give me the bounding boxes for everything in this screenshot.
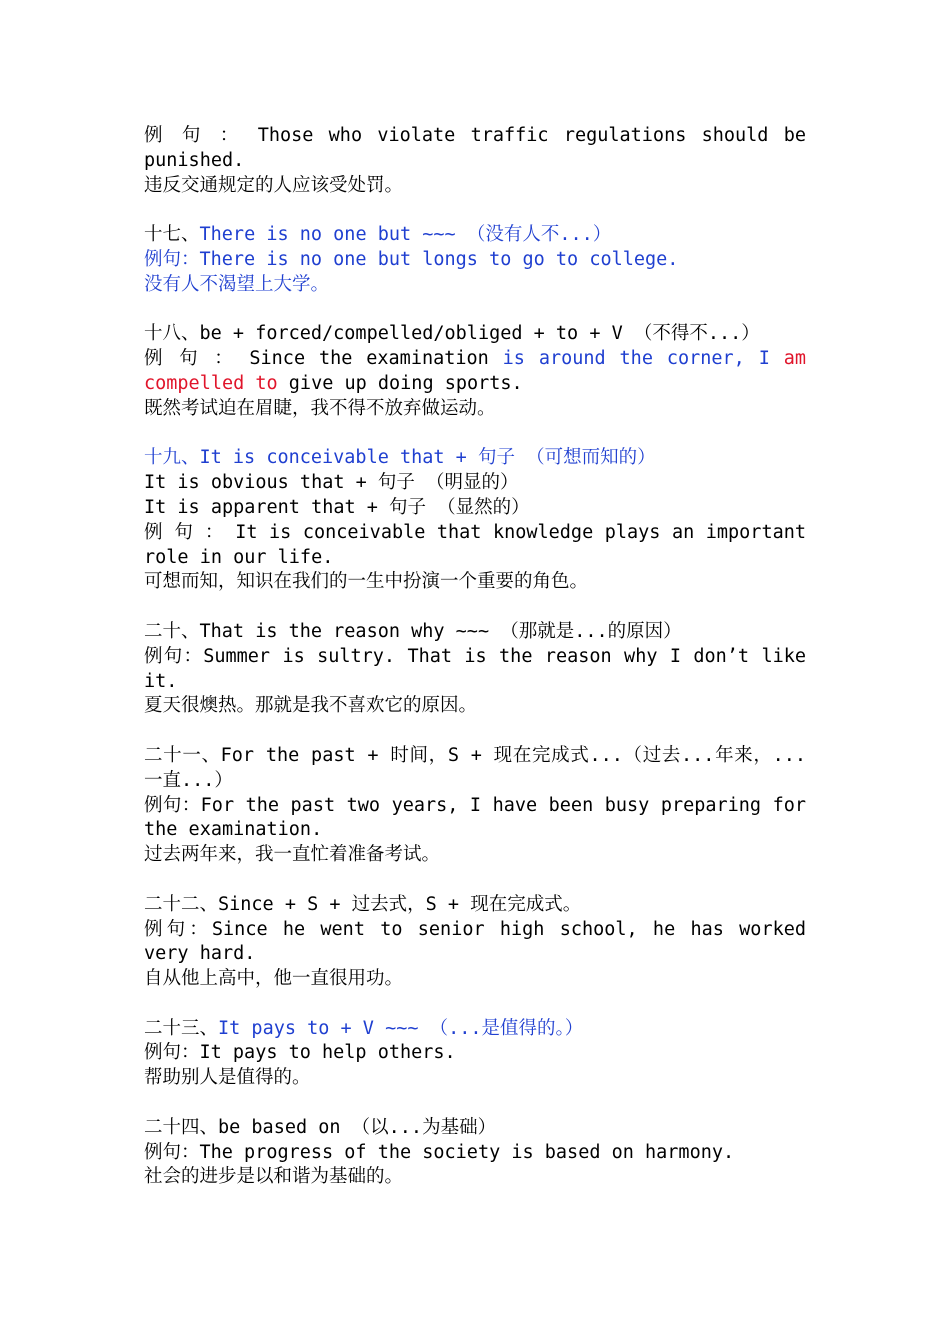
spacer: [144, 422, 806, 447]
spacer: [144, 992, 806, 1017]
spacer: [144, 298, 806, 323]
s24-example: 例句：The progress of the society is based on harmony.: [144, 1141, 735, 1163]
s18-example: [144, 347, 818, 397]
s19-title: [144, 446, 806, 471]
s19-alt2: It is apparent that + 句子 （显然的）: [144, 496, 530, 518]
s18-translation: 既然考试迫在眉睫，我不得不放弃做运动。: [144, 397, 496, 419]
spacer: [144, 198, 806, 223]
s18-example-part4: give up doing sports.: [277, 372, 523, 394]
s17-title-number: 十七、: [144, 224, 200, 246]
spacer: [144, 595, 806, 620]
s16-example: 例 句 ： Those who violate traffic regulations should be punished.: [144, 125, 818, 171]
s19-translation: 可想而知，知识在我们的一生中扮演一个重要的角色。: [144, 571, 589, 593]
s18-title: 十八、be + forced/compelled/obliged + to + V （不得不...）: [144, 323, 760, 345]
s22-example: 例句：Since he went to senior high school, he has worked very hard.: [144, 918, 818, 965]
s19-title-text: 十九、It is conceivable that + 句子 （可想而知的）: [144, 447, 656, 469]
s19-example: 例 句 ： It is conceivable that knowledge plays an important role in our life.: [144, 521, 818, 568]
s23-example: 例句：It pays to help others.: [144, 1042, 456, 1064]
s17-translation: 没有人不渴望上大学。: [144, 273, 330, 295]
s20-translation: 夏天很燠热。那就是我不喜欢它的原因。: [144, 695, 478, 717]
s17-title-text: There is no one but ~~~ （没有人不...）: [199, 224, 612, 246]
s21-translation: 过去两年来，我一直忙着准备考试。: [144, 844, 441, 866]
document-page: [144, 124, 818, 1190]
s23-title-text: It pays to + V ~~~ （...是值得的。）: [218, 1017, 584, 1039]
s24-title: 二十四、be based on （以...为基础）: [144, 1116, 497, 1138]
s21-title: 二十一、For the past + 时间，S + 现在完成式...（过去...年来，...一直...）: [144, 744, 806, 791]
spacer: [144, 1091, 806, 1116]
s22-title: 二十二、Since + S + 过去式，S + 现在完成式。: [144, 893, 582, 915]
spacer: [144, 719, 806, 744]
s18-example-part2: is around the corner, I: [502, 348, 784, 370]
s19-alt1: It is obvious that + 句子 （明显的）: [144, 472, 519, 494]
s17-example: 例句：There is no one but longs to go to college.: [144, 248, 679, 270]
s20-example: 例句：Summer is sultry. That is the reason why I don’t like it.: [144, 645, 818, 692]
s18-example-part1: 例 句 ： Since the examination: [144, 348, 503, 370]
s20-title: 二十、That is the reason why ~~~ （那就是...的原因）: [144, 620, 682, 642]
s16-translation: 违反交通规定的人应该受处罚。: [144, 174, 404, 196]
s24-translation: 社会的进步是以和谐为基础的。: [144, 1166, 404, 1188]
s23-title-number: 二十三、: [144, 1017, 219, 1039]
s18-example-part3: am compelled to: [144, 348, 818, 394]
s23-title: [144, 1017, 806, 1042]
s17-title: [144, 223, 806, 248]
s22-translation: 自从他上高中，他一直很用功。: [144, 968, 404, 990]
spacer: [144, 868, 806, 893]
s21-example: 例句：For the past two years, I have been busy preparing for the examination.: [144, 794, 818, 841]
s23-translation: 帮助别人是值得的。: [144, 1067, 311, 1089]
